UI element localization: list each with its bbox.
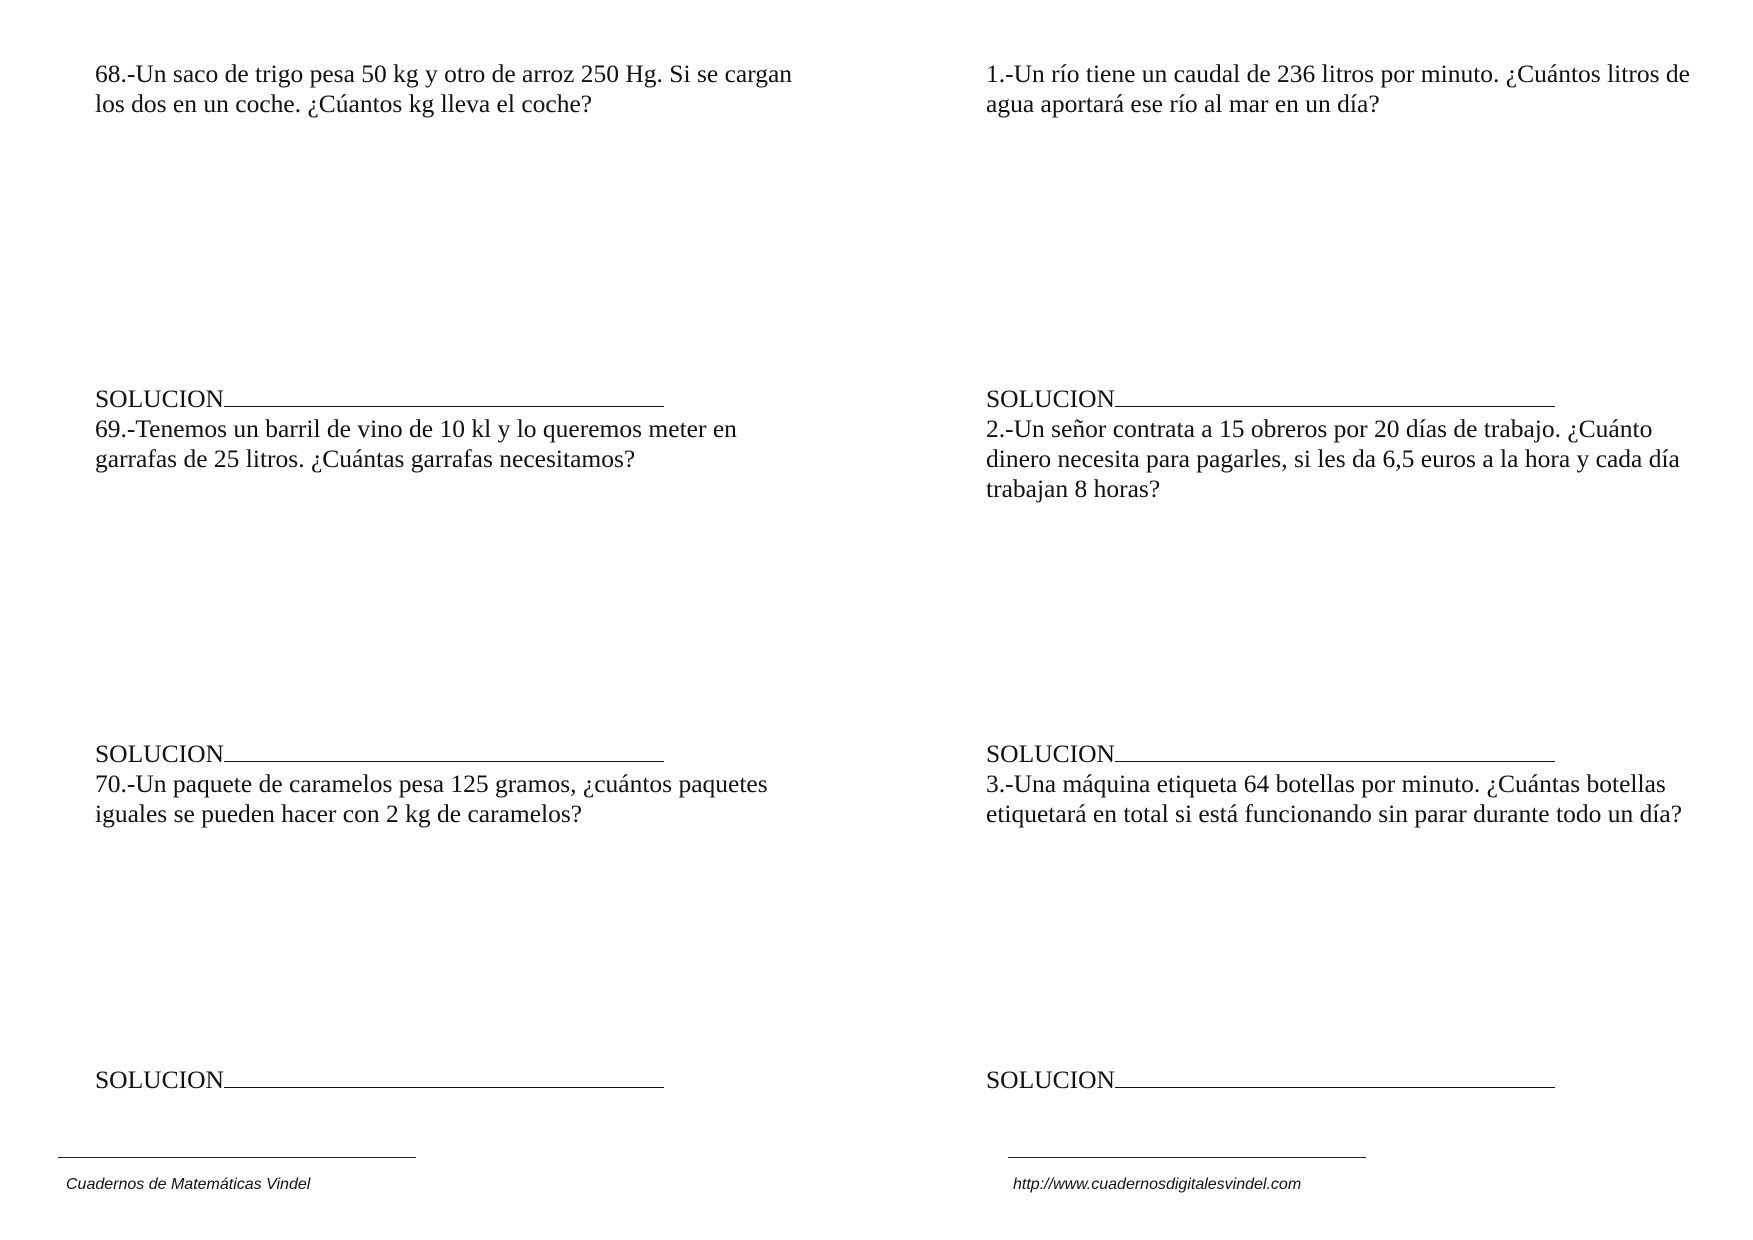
solution-label: SOLUCION bbox=[95, 384, 224, 413]
solution-line-1 bbox=[986, 384, 1555, 414]
solution-line-69 bbox=[95, 739, 664, 769]
answer-blank[interactable] bbox=[1115, 1065, 1555, 1088]
solution-label: SOLUCION bbox=[95, 1065, 224, 1094]
solution-line-70 bbox=[95, 1065, 664, 1095]
solution-line-3 bbox=[986, 1065, 1555, 1095]
answer-blank[interactable] bbox=[1115, 384, 1555, 407]
problem-70-text: 70.-Un paquete de caramelos pesa 125 gramos, ¿cuántos paquetes iguales se pueden hacer con 2 kg de caramelos? bbox=[95, 769, 768, 828]
solution-label: SOLUCION bbox=[986, 384, 1115, 413]
answer-blank[interactable] bbox=[1115, 739, 1555, 762]
footer-rule-left bbox=[58, 1157, 416, 1158]
answer-blank[interactable] bbox=[224, 384, 664, 407]
footer-left-text: Cuadernos de Matemáticas Vindel bbox=[66, 1176, 311, 1193]
solution-line-2 bbox=[986, 739, 1555, 769]
solution-label: SOLUCION bbox=[95, 739, 224, 768]
solution-label: SOLUCION bbox=[986, 1065, 1115, 1094]
problem-3-text: 3.-Una máquina etiqueta 64 botellas por minuto. ¿Cuántas botellas etiquetará en total si está funcionando sin parar durante todo un día? bbox=[986, 769, 1683, 828]
problem-2-text: 2.-Un señor contrata a 15 obreros por 20 días de trabajo. ¿Cuánto dinero necesita para pagarles, si les da 6,5 euros a la hora y cada día trabajan 8 horas? bbox=[986, 414, 1680, 503]
problem-68-text: 68.-Un saco de trigo pesa 50 kg y otro de arroz 250 Hg. Si se cargan los dos en un coche. ¿Cúantos kg lleva el coche? bbox=[95, 59, 793, 118]
answer-blank[interactable] bbox=[224, 739, 664, 762]
solution-line-68 bbox=[95, 384, 664, 414]
problem-69-text: 69.-Tenemos un barril de vino de 10 kl y lo queremos meter en garrafas de 25 litros. ¿Cuántas garrafas necesitamos? bbox=[95, 414, 737, 473]
problem-1-text: 1.-Un río tiene un caudal de 236 litros por minuto. ¿Cuántos litros de agua aportará ese río al mar en un día? bbox=[986, 59, 1690, 118]
solution-label: SOLUCION bbox=[986, 739, 1115, 768]
footer-rule-right bbox=[1008, 1157, 1366, 1158]
footer-right-url[interactable]: http://www.cuadernosdigitalesvindel.com bbox=[1013, 1176, 1302, 1193]
answer-blank[interactable] bbox=[224, 1065, 664, 1088]
